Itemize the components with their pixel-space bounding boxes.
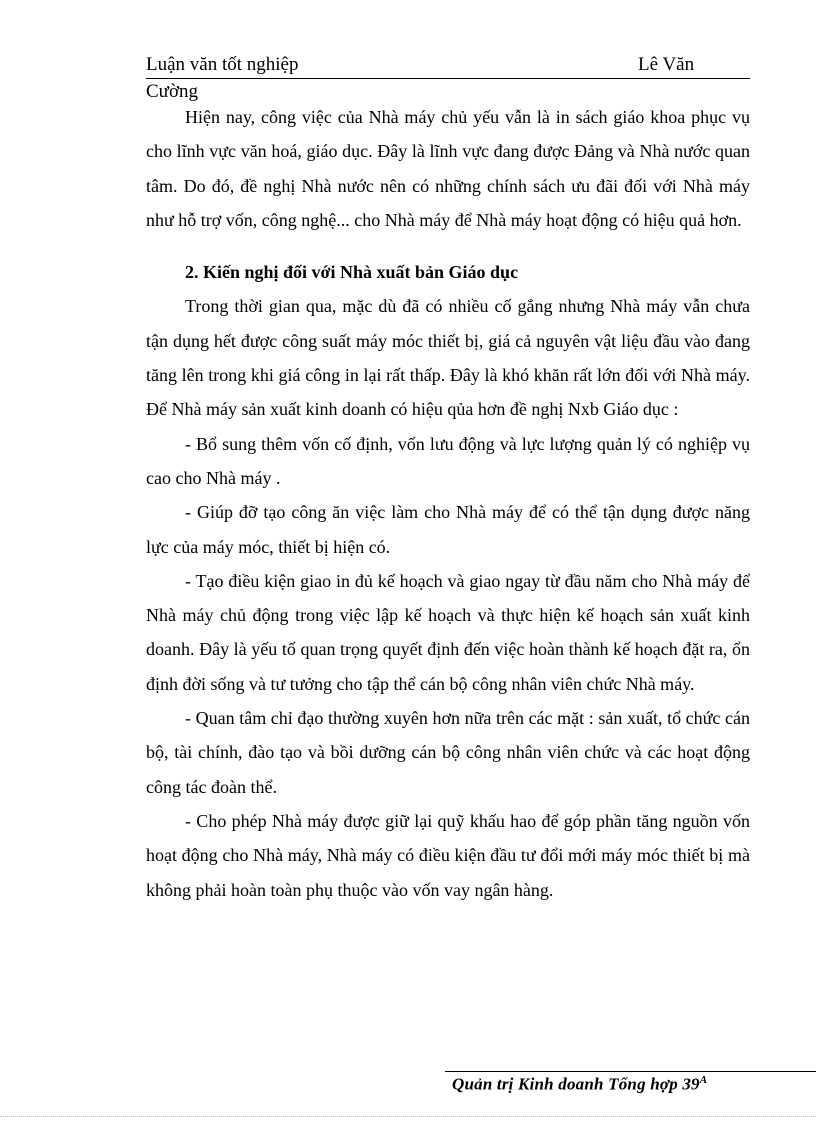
bullet-paragraph: - Giúp đỡ tạo công ăn việc làm cho Nhà máy để có thể tận dụng được năng lực của máy móc, thiết bị hiện có.: [146, 502, 750, 557]
bullet-paragraph: - Bổ sung thêm vốn cố định, vốn lưu động và lực lượng quản lý có nghiệp vụ cao cho Nhà máy .: [146, 433, 750, 488]
footer-text: Quản trị Kinh doanh Tổng hợp 39: [452, 1074, 700, 1094]
header-title: Luận văn tốt nghiệp: [146, 54, 299, 75]
footer-rule: [445, 1071, 816, 1072]
footer-superscript: A: [699, 1074, 708, 1086]
page-header: [146, 50, 750, 79]
section-heading: 2. Kiến nghị đối với Nhà xuất bản Giáo dục: [185, 262, 519, 283]
page-footer: [452, 1074, 707, 1095]
paragraph: Trong thời gian qua, mặc dù đã có nhiều cố gắng nhưng Nhà máy vẫn chưa tận dụng hết được công suất máy móc thiết bị, giá cả nguyên vật liệu đầu vào đang tăng lên trong khi giá công in lại rất thấp. Đây là khó khăn rất lớn đối với Nhà máy. Để Nhà máy sản xuất kinh doanh có hiệu qủa hơn đề nghị Nxb Giáo dục :: [146, 296, 750, 420]
page-bottom-border: [0, 1116, 816, 1117]
bullet-paragraph: - Cho phép Nhà máy được giữ lại quỹ khấu hao để góp phần tăng nguồn vốn hoạt động cho Nhà máy, Nhà máy có điều kiện đầu tư đổi mới máy móc thiết bị mà không phải hoàn toàn phụ thuộc vào vốn vay ngân hàng.: [146, 810, 750, 900]
document-body: [146, 100, 750, 907]
bullet-paragraph: - Tạo điều kiện giao in đủ kế hoạch và giao ngay từ đầu năm cho Nhà máy để Nhà máy chủ động trong việc lập kế hoạch và thực hiện kế hoạch sản xuất kinh doanh. Đây là yếu tố quan trọng quyết định đến việc hoàn thành kế hoạch đặt ra, ổn định đời sống và tư tưởng cho tập thể cán bộ công nhân viên chức Nhà máy.: [146, 570, 750, 694]
header-author-continued: Cường: [146, 81, 199, 102]
bullet-paragraph: - Quan tâm chỉ đạo thường xuyên hơn nữa trên các mặt : sản xuất, tổ chức cán bộ, tài chính, đào tạo và bồi dưỡng cán bộ công nhân viên chức và các hoạt động công tác đoàn thể.: [146, 708, 750, 797]
header-author: Lê Văn: [638, 54, 695, 75]
paragraph: Hiện nay, công việc của Nhà máy chủ yếu vẫn là in sách giáo khoa phục vụ cho lĩnh vực văn hoá, giáo dục. Đây là lĩnh vực đang được Đảng và Nhà nước quan tâm. Do đó, đề nghị Nhà nước nên có những chính sách ưu đãi đối với Nhà máy như hỗ trợ vốn, công nghệ... cho Nhà máy để Nhà máy hoạt động có hiệu quả hơn.: [146, 107, 750, 230]
